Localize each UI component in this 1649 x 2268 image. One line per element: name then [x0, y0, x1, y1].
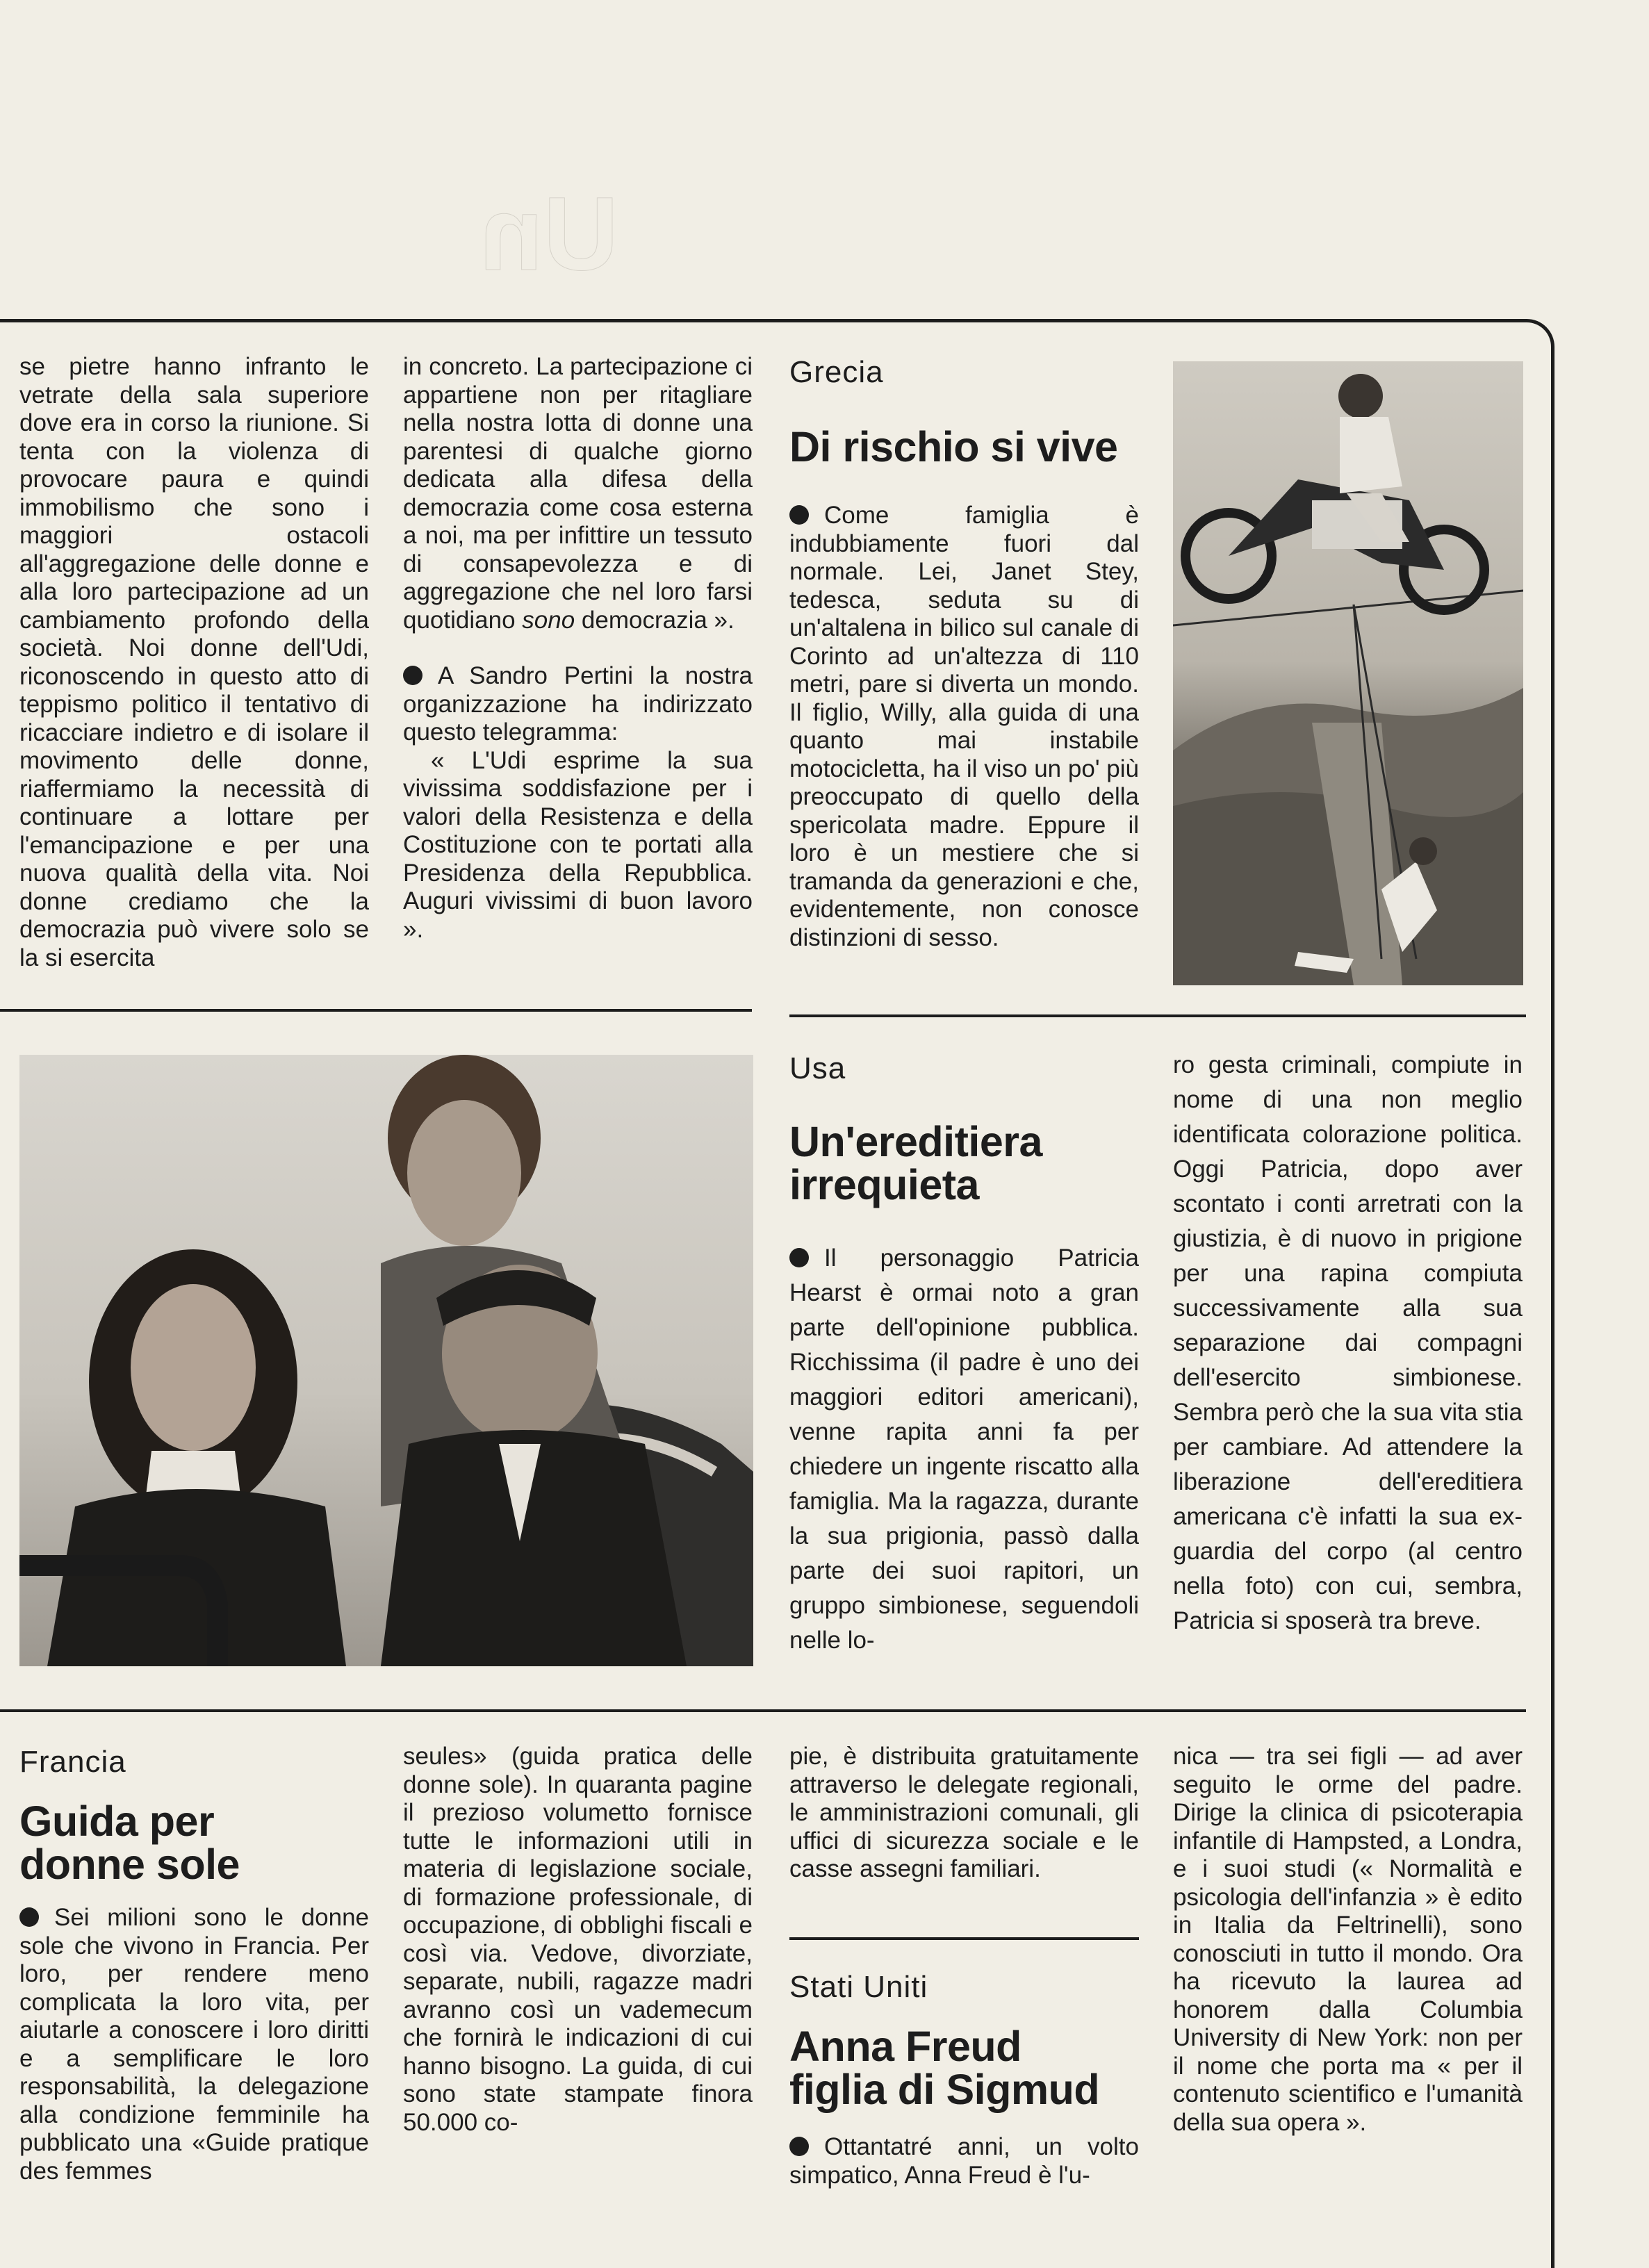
divider-rule-right [789, 1014, 1526, 1017]
section-country-francia: Francia [19, 1745, 126, 1779]
motorcycle-scene-image [1173, 361, 1523, 985]
photo-patricia-hearst [19, 1055, 753, 1666]
telegram-text: « L'Udi esprime la sua vivissima soddisfazione per i valori della Resistenza e della Costituzione con te portati alla Presidenza della Repubblica. Auguri vivissimi di buon lavoro ». [403, 746, 753, 943]
francia-article-column-2 [403, 1743, 753, 2137]
usa-article-column-2 [1173, 1048, 1523, 1638]
divider-rule-left [0, 1009, 752, 1012]
top-article-text-1: se pietre hanno infranto le vetrate della sala superiore dove era in corso la riunione. Si tenta con la violenza di provocare paura e quindi immobilismo che sono i maggiori ostacoli all'aggregazione delle donne e alla loro partecipazione ad un cambiamento profondo della società. Noi donne dell'Udi, riconoscendo in questo atto di teppismo politico il tentativo di ricacciare indietro e di isolare il movimento delle donne, riaffermiamo la necessità di continuare a lottare per l'emancipazione e per una nuova qualità della vita. Noi donne crediamo che la democrazia può vivere solo se la si esercita [19, 353, 369, 971]
francia-article-text-2: seules» (guida pratica delle donne sole). In quaranta pagine il prezioso volumetto fornisce tutte le informazioni utili in materia di legislazione sociale, di formazione professionale, di occupazione, di obblighi fiscali e così via. Vedove, divorziate, separate, nubili, ragazze madri avranno così un vademecum che fornirà le indicazioni di cui hanno bisogno. La guida, di cui sono state stampate finora 50.000 co- [403, 1743, 753, 2136]
stati-uniti-article-text-1: Ottantatré anni, un volto simpatico, Anna Freud è l'u- [789, 2133, 1139, 2189]
francia-article-text-3: pie, è distribuita gratuitamente attraverso le delegate regionali, le amministrazioni comunali, gli uffici di sicurezza sociale e le casse assegni familiari. [789, 1743, 1139, 1882]
francia-article-column-3 [789, 1743, 1139, 1884]
grecia-article-text: Come famiglia è indubbiamente fuori dal normale. Lei, Janet Stey, tedesca, seduta su di un'altalena in bilico sul canale di Corinto ad un'altezza di 110 metri, pare si diverta un mondo. Il figlio, Willy, alla guida di una quanto mai instabile motocicletta, ha il viso un po' più preoccupato di quello della spericolata madre. Eppure il loro è un mestiere che si tramanda da generazioni e che, evidentemente, non conosce distinzioni di sesso. [789, 502, 1139, 951]
headline-stati-uniti: Anna Freud figlia di Sigmud [789, 2023, 1100, 2113]
photo-motorcycle-tightrope [1173, 361, 1523, 985]
stati-uniti-article-text-2: nica — tra sei figli — ad aver seguito le orme del padre. Dirige la clinica di psicoterapia infantile di Hampsted, a Londra, e i suoi studi (« Normalità e psicologia dell'infanzia » è edito in Italia da Feltrinelli), sono conosciuti in tutto il mondo. Ora ha ricevuto la laurea ad honorem dalla Columbia University di New York: non per il nome che porta ma « per il contenuto scientifico e l'umanità della sua opera ». [1173, 1743, 1523, 2136]
grecia-article-column [789, 502, 1139, 952]
stati-uniti-article-column-2 [1173, 1743, 1523, 2137]
top-article-text-3: A Sandro Pertini la nostra organizzazione ha indirizzato questo telegramma: [403, 662, 753, 746]
section-country-usa: Usa [789, 1051, 846, 1085]
usa-article-column-1 [789, 1241, 1139, 1658]
bullet-icon [789, 2137, 809, 2156]
francia-article-text-1: Sei milioni sono le donne sole che vivono in Francia. Per loro, per rendere meno complicata la loro vita, per aiutarle a conoscere i loro diritti e a semplificare le loro responsabilità, la delegazione alla condizione femminile ha pubblicato una «Guide pratique des femmes [19, 1904, 369, 2185]
bullet-icon [19, 1907, 39, 1927]
headline-usa: Un'ereditiera irrequieta [789, 1118, 1042, 1208]
top-article-column-1 [19, 353, 369, 972]
patricia-hearst-image [19, 1055, 753, 1666]
stati-uniti-article-column-1 [789, 2133, 1139, 2189]
headline-francia: Guida per donne sole [19, 1798, 240, 1888]
bullet-icon [403, 666, 422, 685]
section-country-grecia: Grecia [789, 355, 884, 389]
section-country-stati-uniti: Stati Uniti [789, 1970, 928, 2004]
bleed-through-text: Un [479, 175, 618, 292]
top-article-column-2 [403, 353, 753, 944]
usa-article-text-1: Il personaggio Patricia Hearst è ormai noto a gran parte dell'opinione pubblica. Ricchissima (il padre è uno dei maggiori editori americani), venne rapita anni fa per chiedere un ingente riscatto alla famiglia. Ma la ragazza, durante la sua prigionia, passò dalla parte dei suoi rapitori, un gruppo simbionese, seguendoli nelle lo- [789, 1244, 1139, 1654]
right-frame-rule [1551, 354, 1554, 2268]
bullet-icon [789, 505, 809, 525]
divider-rule-lower [0, 1709, 1526, 1712]
usa-article-text-2: ro gesta criminali, compiute in nome di una non meglio identificata colorazione politica. Oggi Patricia, dopo aver scontato i conti arretrati con la giustizia, è di nuovo in prigione per una rapina compiuta successivamente alla sua separazione dai compagni dell'esercito simbionese. Sembra però che la sua vita stia per cambiare. Ad attendere la liberazione dell'ereditiera americana c'è infatti la sua ex-guardia del corpo (al centro nella foto) con cui, sembra, Patricia si sposerà tra breve. [1173, 1051, 1523, 1634]
top-article-text-2: in concreto. La partecipazione ci appartiene non per ritagliare nella nostra lotta di donne una parentesi di qualche giorno dedicata alla difesa della democrazia come cosa esterna a noi, ma per infittire un tessuto di consapevolezza e di aggregazione che nel loro farsi quotidiano sono democrazia ». [403, 353, 753, 634]
headline-grecia: Di rischio si vive [789, 423, 1118, 470]
divider-rule-stati-uniti [789, 1937, 1139, 1940]
bullet-icon [789, 1248, 809, 1267]
francia-article-column-1 [19, 1904, 369, 2185]
